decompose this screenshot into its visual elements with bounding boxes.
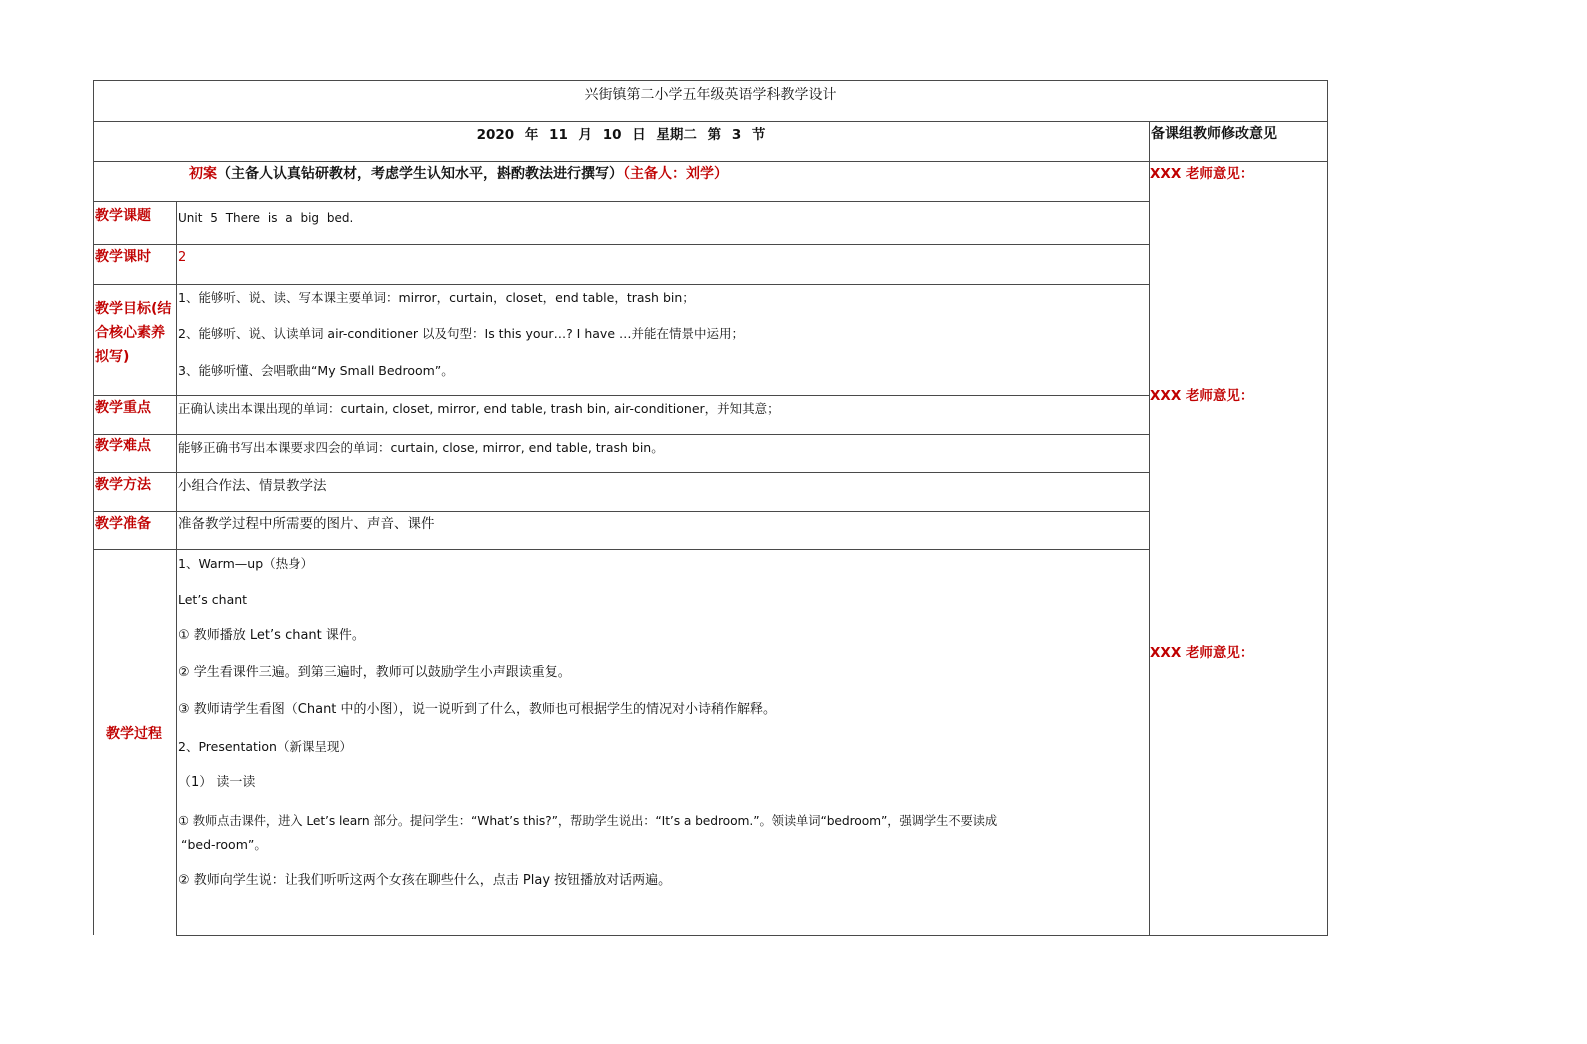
rule-topic-bottom: [93, 244, 1149, 245]
periods-label: 教学课时: [95, 249, 151, 265]
teacher-comment-3: XXX 老师意见：: [1150, 645, 1254, 661]
process-line: 1、Warm—up（热身）: [178, 556, 314, 571]
keypoints-value: 正确认读出本课出现的单词：curtain, closet, mirror, end table, trash bin, air-conditioner，并知其意；: [178, 401, 780, 416]
rule-objectives-bottom: [93, 395, 1149, 396]
preparation-label: 教学准备: [95, 516, 151, 532]
draft-description: （主备人认真钻研教材，考虑学生认知水平，斟酌教法进行撰写）: [217, 166, 623, 182]
rule-date-bottom: [93, 161, 1328, 162]
periods-value: 2: [178, 250, 187, 265]
objective-item-3: 3、能够听懂、会唱歌曲“My Small Bedroom”。: [178, 363, 454, 378]
objective-item-2: 2、能够听、说、认读单词 air-conditioner 以及句型：Is this your…? I have …并能在情景中运用；: [178, 326, 744, 341]
teacher-comment-1: XXX 老师意见：: [1150, 166, 1254, 182]
process-line: Let’s chant: [178, 592, 248, 607]
process-line: ① 教师播放 Let’s chant 课件。: [178, 628, 365, 643]
rule-draft-bottom: [93, 201, 1149, 202]
objective-item-1: 1、能够听、说、读、写本课主要单词：mirror，curtain，closet，end table，trash bin；: [178, 290, 695, 305]
rule-difficulties-bottom: [93, 472, 1149, 473]
difficulties-value: 能够正确书写出本课要求四会的单词：curtain, close, mirror, end table, trash bin。: [178, 440, 664, 455]
process-line: ① 教师点击课件，进入 Let’s learn 部分。提问学生：“What’s this?”，帮助学生说出：“It’s a bedroom.”。领读单词“bedroom”，强调学生不要读成: [178, 814, 998, 828]
rule-left: [93, 80, 94, 935]
rule-comment-column: [1149, 121, 1150, 936]
preparation-value: 准备教学过程中所需要的图片、声音、课件: [178, 516, 435, 532]
difficulties-label: 教学难点: [95, 438, 151, 454]
keypoints-label: 教学重点: [95, 400, 151, 416]
methods-value: 小组合作法、情景教学法: [178, 478, 327, 494]
topic-label: 教学课题: [95, 208, 151, 224]
process-line: （1） 读一读: [178, 775, 256, 790]
rule-periods-bottom: [93, 284, 1149, 285]
rule-label-column: [176, 201, 177, 936]
objectives-label: 教学目标(结合核心素养拟写): [95, 301, 172, 365]
rule-title-bottom: [93, 121, 1328, 122]
methods-label: 教学方法: [95, 477, 151, 493]
page-title: 兴街镇第二小学五年级英语学科教学设计: [584, 87, 837, 103]
process-line: 2、Presentation（新课呈现）: [178, 739, 352, 754]
process-line: ③ 教师请学生看图（Chant 中的小图），说一说听到了什么，教师也可根据学生的情况对小诗稍作解释。: [178, 702, 777, 717]
draft-prefix: 初案: [189, 166, 217, 182]
rule-methods-bottom: [93, 511, 1149, 512]
rule-keypoints-bottom: [93, 434, 1149, 435]
draft-author: （主备人：刘学）: [623, 166, 728, 182]
date-line: 2020 年 11 月 10 日 星期二 第 3 节: [476, 127, 766, 143]
revision-header: 备课组教师修改意见: [1151, 126, 1277, 142]
topic-value: Unit 5 There is a big bed.: [178, 211, 354, 225]
process-line: ② 学生看课件三遍。到第三遍时，教师可以鼓励学生小声跟读重复。: [178, 665, 571, 680]
rule-right: [1327, 80, 1328, 936]
rule-preparation-bottom: [93, 549, 1149, 550]
rule-bottom: [176, 935, 1328, 936]
draft-note: [189, 166, 728, 182]
process-line: ② 教师向学生说：让我们听听这两个女孩在聊些什么，点击 Play 按钮播放对话两遍。: [178, 873, 672, 888]
process-label: 教学过程: [106, 726, 162, 742]
teacher-comment-2: XXX 老师意见：: [1150, 388, 1254, 404]
process-line: “bed-room”。: [181, 837, 267, 852]
rule-top: [93, 80, 1328, 81]
